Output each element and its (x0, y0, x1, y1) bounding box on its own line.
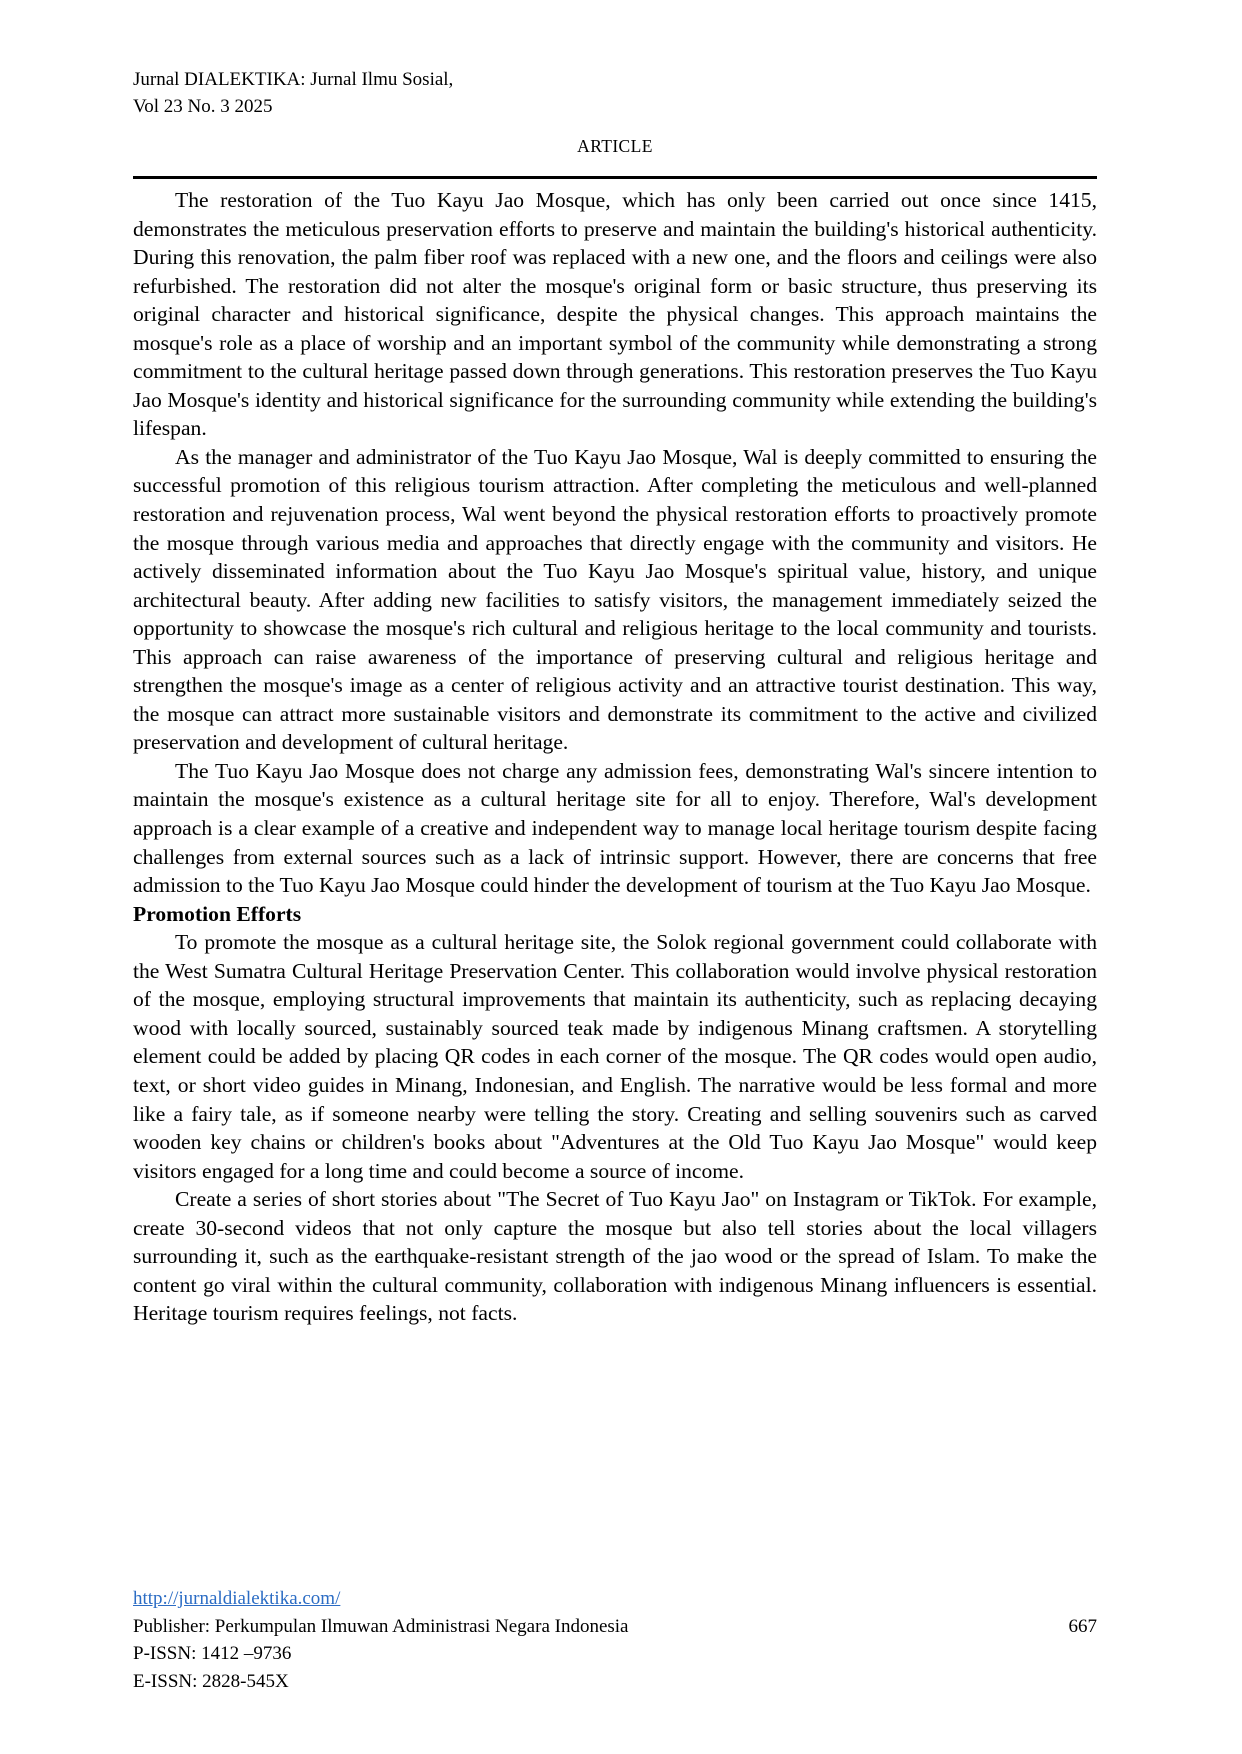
journal-title: Jurnal DIALEKTIKA: Jurnal Ilmu Sosial, (133, 69, 454, 90)
paragraph-short-stories: Create a series of short stories about "The Secret of Tuo Kayu Jao" on Instagram or TikTok. For example, create 30-second videos that not only capture the mosque but also tell stories about the local villagers surrounding it, such as the earthquake-resistant strength of the jao wood or the spread of Islam. To make the content go viral within the cultural community, collaboration with indigenous Minang influencers is essential. Heritage tourism requires feelings, not facts. (133, 1187, 1097, 1326)
journal-url-row (133, 1585, 1097, 1613)
journal-url-link[interactable]: http://jurnaldialektika.com/ (133, 1588, 341, 1609)
section-heading-promotion-efforts: Promotion Efforts (133, 901, 302, 926)
paragraph-government-collaboration: To promote the mosque as a cultural heritage site, the Solok regional government could collaborate with the West Sumatra Cultural Heritage Preservation Center. This collaboration would involve physical restoration of the mosque, employing structural improvements that maintain its authenticity, such as replacing decaying wood with locally sourced, sustainably sourced teak made by indigenous Minang craftsmen. A storytelling element could be added by placing QR codes in each corner of the mosque. The QR codes would open audio, text, or short video guides in Minang, Indonesian, and English. The narrative would be less formal and more like a fairy tale, as if someone nearby were telling the story. Creating and selling souvenirs such as carved wooden key chains or children's books about "Adventures at the Old Tuo Kayu Jao Mosque" would keep visitors engaged for a long time and could become a source of income. (133, 930, 1097, 1183)
publisher-line: Publisher: Perkumpulan Ilmuwan Administrasi Negara Indonesia (133, 1615, 629, 1637)
page-number: 667 (1068, 1615, 1097, 1637)
journal-volume-line: Vol 23 No. 3 2025 (133, 96, 273, 117)
journal-header (133, 66, 1097, 120)
article-body (133, 186, 1097, 1328)
p-issn-line: P-ISSN: 1412 –9736 (133, 1643, 292, 1664)
paragraph-manager-promotion: As the manager and administrator of the Tuo Kayu Jao Mosque, Wal is deeply committed to ensuring the successful promotion of this religious tourism attraction. After completing the meticulous and well-planned restoration and rejuvenation process, Wal went beyond the physical restoration efforts to proactively promote the mosque through various media and approaches that directly engage with the community and visitors. He actively disseminated information about the Tuo Kayu Jao Mosque's spiritual value, history, and unique architectural beauty. After adding new facilities to satisfy visitors, the management immediately seized the opportunity to showcase the mosque's rich cultural and religious heritage to the local community and tourists. This approach can raise awareness of the importance of preserving cultural and religious heritage and strengthen the mosque's image as a center of religious activity and an attractive tourist destination. This way, the mosque can attract more sustainable visitors and demonstrate its commitment to the active and civilized preservation and development of cultural heritage. (133, 444, 1097, 755)
paragraph-restoration: The restoration of the Tuo Kayu Jao Mosque, which has only been carried out once since 1415, demonstrates the meticulous preservation efforts to preserve and maintain the building's historical authenticity. During this renovation, the palm fiber roof was replaced with a new one, and the floors and ceilings were also refurbished. The restoration did not alter the mosque's original form or basic structure, thus preserving its original character and historical significance, despite the physical changes. This approach maintains the mosque's role as a place of worship and an important symbol of the community while demonstrating a strong commitment to the cultural heritage passed down through generations. This restoration preserves the Tuo Kayu Jao Mosque's identity and historical significance for the surrounding community while extending the building's lifespan. (133, 188, 1097, 441)
header-rule (133, 176, 1097, 179)
article-type-label: ARTICLE (577, 136, 653, 156)
paragraph-admission-fees: The Tuo Kayu Jao Mosque does not charge any admission fees, demonstrating Wal's sincere intention to maintain the mosque's existence as a cultural heritage site for all to enjoy. Therefore, Wal's development approach is a clear example of a creative and independent way to manage local heritage tourism despite facing challenges from external sources such as a lack of intrinsic support. However, there are concerns that free admission to the Tuo Kayu Jao Mosque could hinder the development of tourism at the Tuo Kayu Jao Mosque. (133, 758, 1097, 898)
e-issn-line: E-ISSN: 2828-545X (133, 1670, 289, 1692)
page-footer (133, 1585, 1097, 1695)
publisher-row (133, 1613, 1097, 1641)
